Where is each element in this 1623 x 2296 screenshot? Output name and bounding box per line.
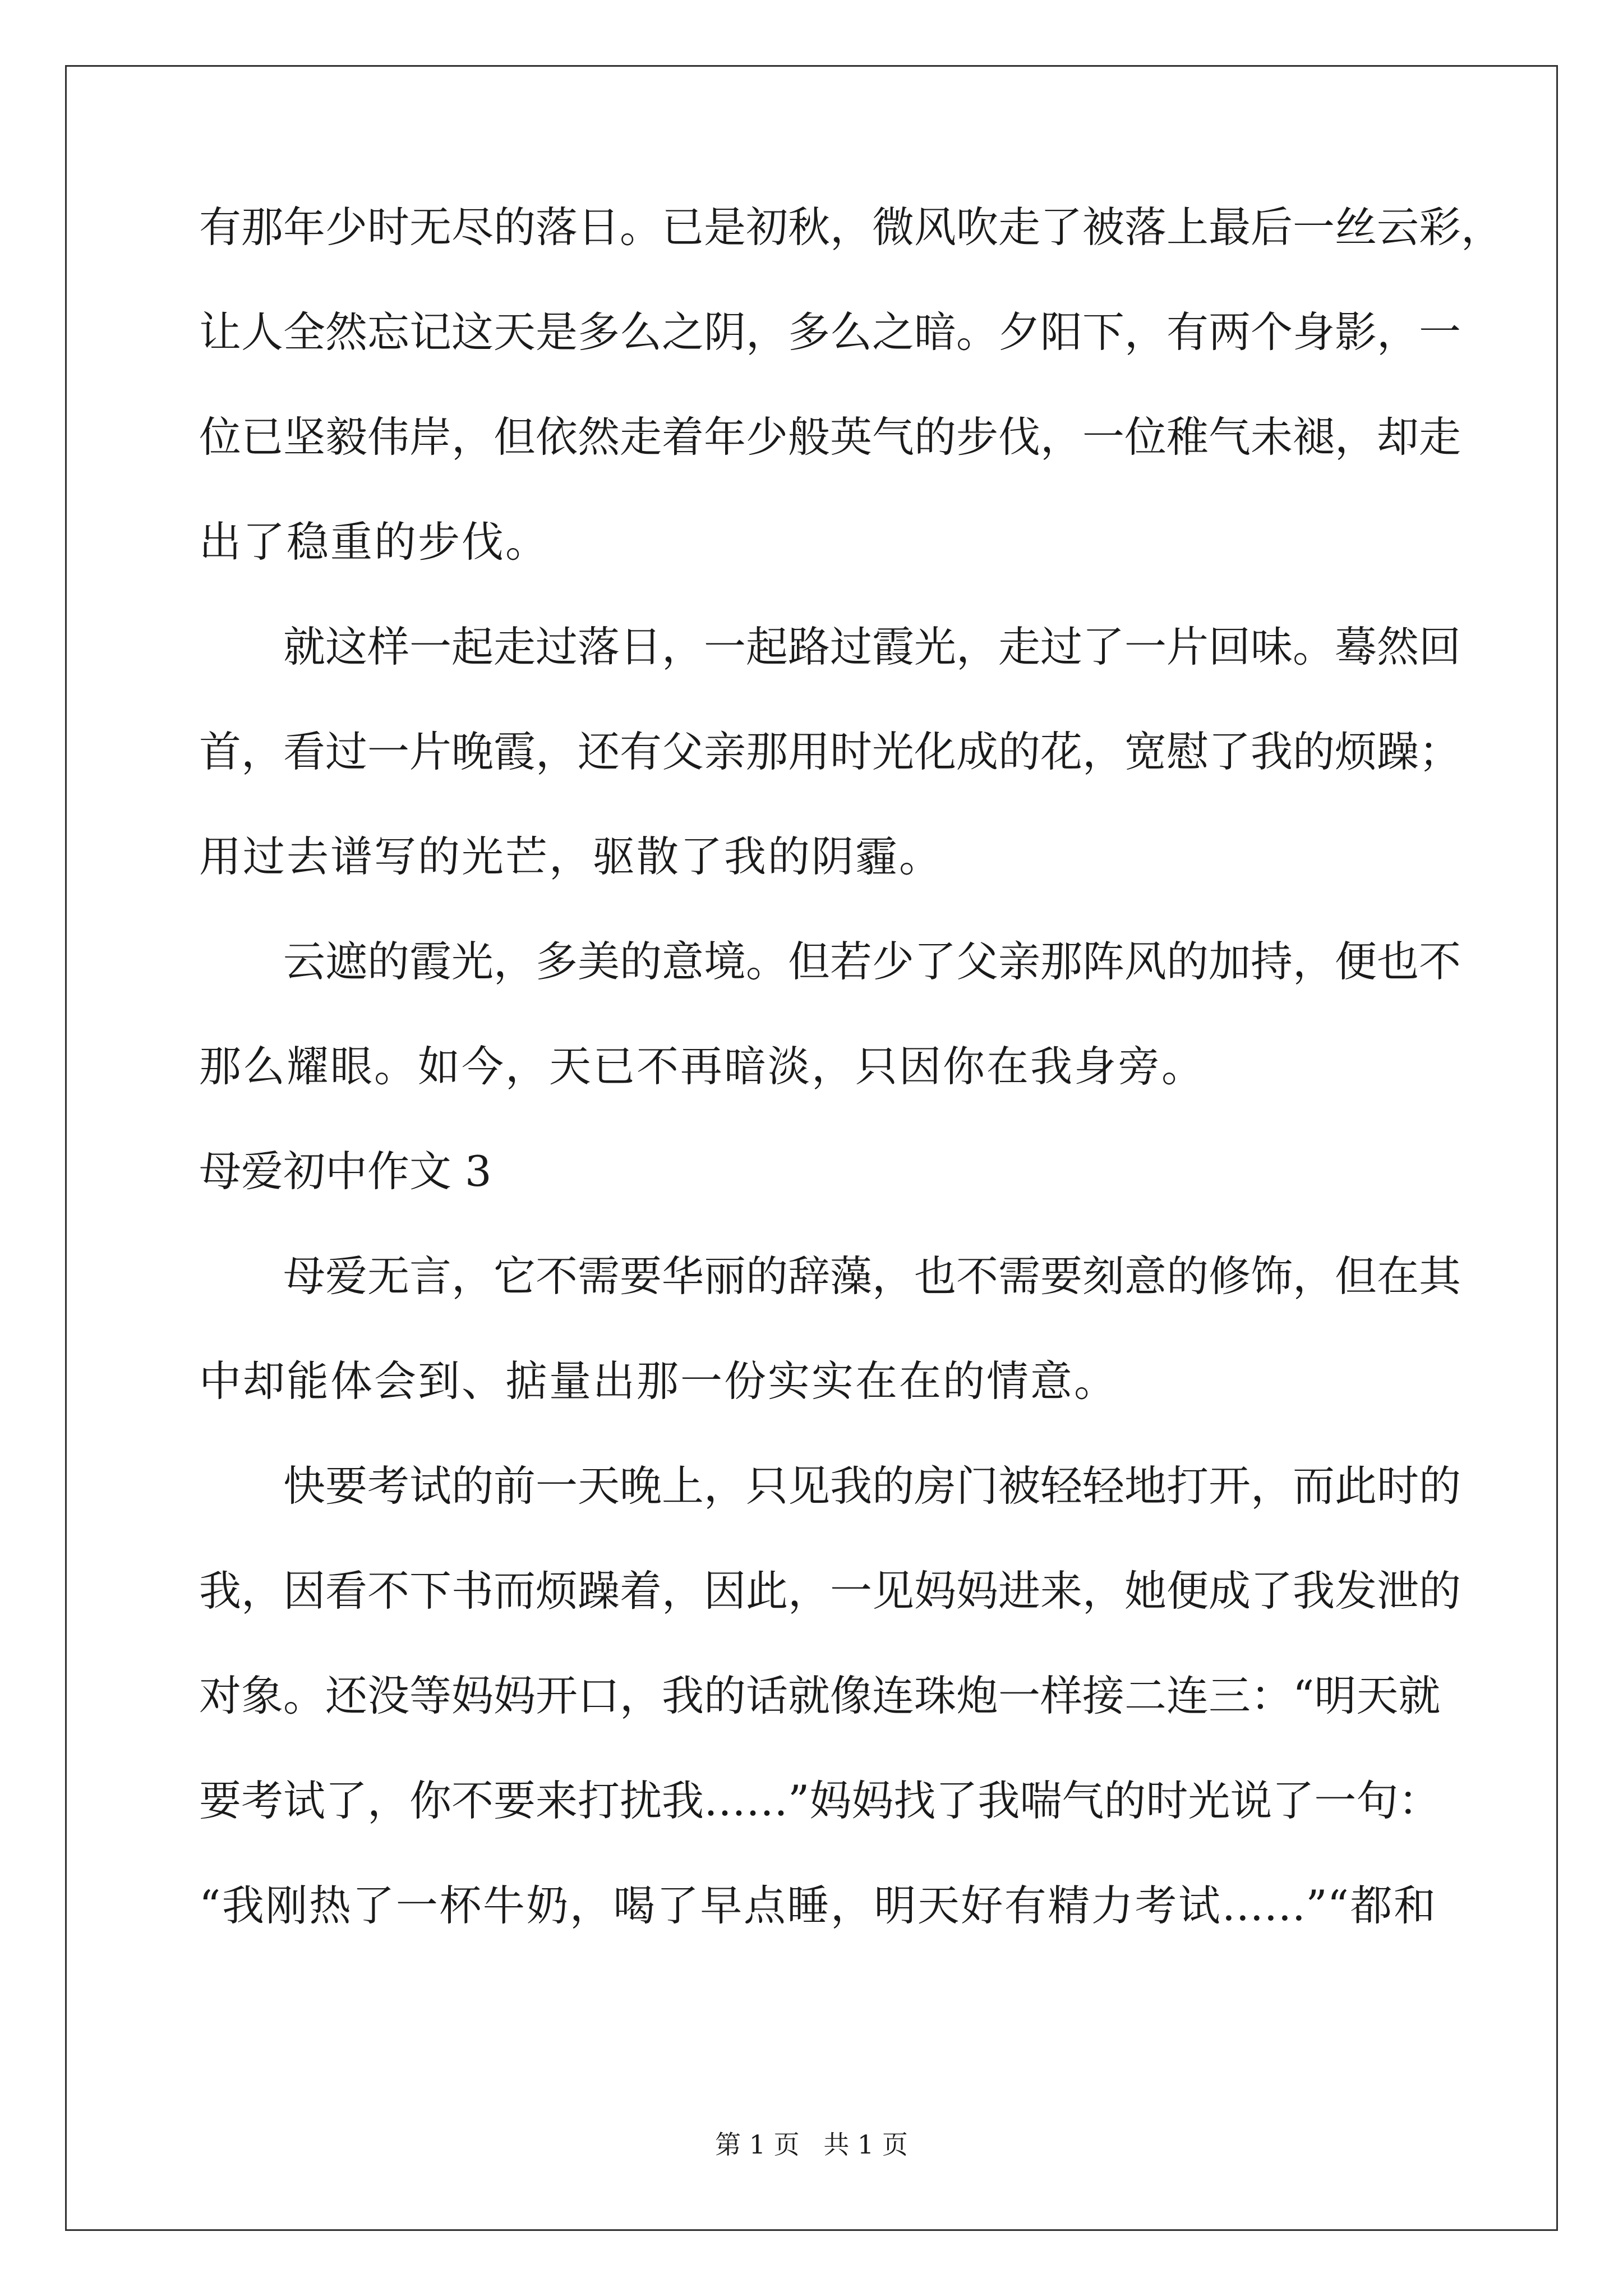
paragraph-first-line: 快要考试的前一天晚上，只见我的房门被轻轻地打开，而此时的 bbox=[283, 1461, 1461, 1511]
text-line: 要考试了，你不要来打扰我……”妈妈找了我喘气的时光说了一句： bbox=[199, 1776, 1441, 1825]
text-line: 出了稳重的步伐。 bbox=[199, 517, 550, 567]
text-line: 有那年少时无尽的落日。已是初秋，微风吹走了被落上最后一丝云彩， bbox=[199, 203, 1504, 252]
text-line: 用过去谱写的光芒，驱散了我的阴霾。 bbox=[199, 832, 943, 881]
text-line: 对象。还没等妈妈开口，我的话就像连珠炮一样接二连三：“明天就 bbox=[199, 1671, 1441, 1720]
text-line: 位已坚毅伟岸，但依然走着年少般英气的步伐，一位稚气未褪，却走 bbox=[199, 412, 1461, 462]
page-footer bbox=[0, 2129, 1623, 2160]
page-total: 共 1 页 bbox=[823, 2129, 908, 2160]
paragraph-first-line: 就这样一起走过落日，一起路过霞光，走过了一片回味。蓦然回 bbox=[283, 622, 1461, 671]
text-line: 首，看过一片晚霞，还有父亲那用时光化成的花，宽慰了我的烦躁； bbox=[199, 727, 1461, 776]
text-line: 我，因看不下书而烦躁着，因此，一见妈妈进来，她便成了我发泄的 bbox=[199, 1566, 1461, 1616]
section-heading: 母爱初中作文 3 bbox=[199, 1147, 492, 1196]
text-line: “我刚热了一杯牛奶，喝了早点睡，明天好有精力考试……”“都和 bbox=[199, 1881, 1436, 1930]
page-number: 第 1 页 bbox=[715, 2129, 800, 2160]
text-line: 让人全然忘记这天是多么之阴，多么之暗。夕阳下，有两个身影，一 bbox=[199, 307, 1461, 357]
text-line: 中却能体会到、掂量出那一份实实在在的情意。 bbox=[199, 1356, 1118, 1406]
paragraph-first-line: 母爱无言，它不需要华丽的辞藻，也不需要刻意的修饰，但在其 bbox=[283, 1251, 1461, 1301]
paragraph-first-line: 云遮的霞光，多美的意境。但若少了父亲那阵风的加持，便也不 bbox=[283, 937, 1461, 986]
text-line: 那么耀眼。如今，天已不再暗淡，只因你在我身旁。 bbox=[199, 1042, 1206, 1091]
